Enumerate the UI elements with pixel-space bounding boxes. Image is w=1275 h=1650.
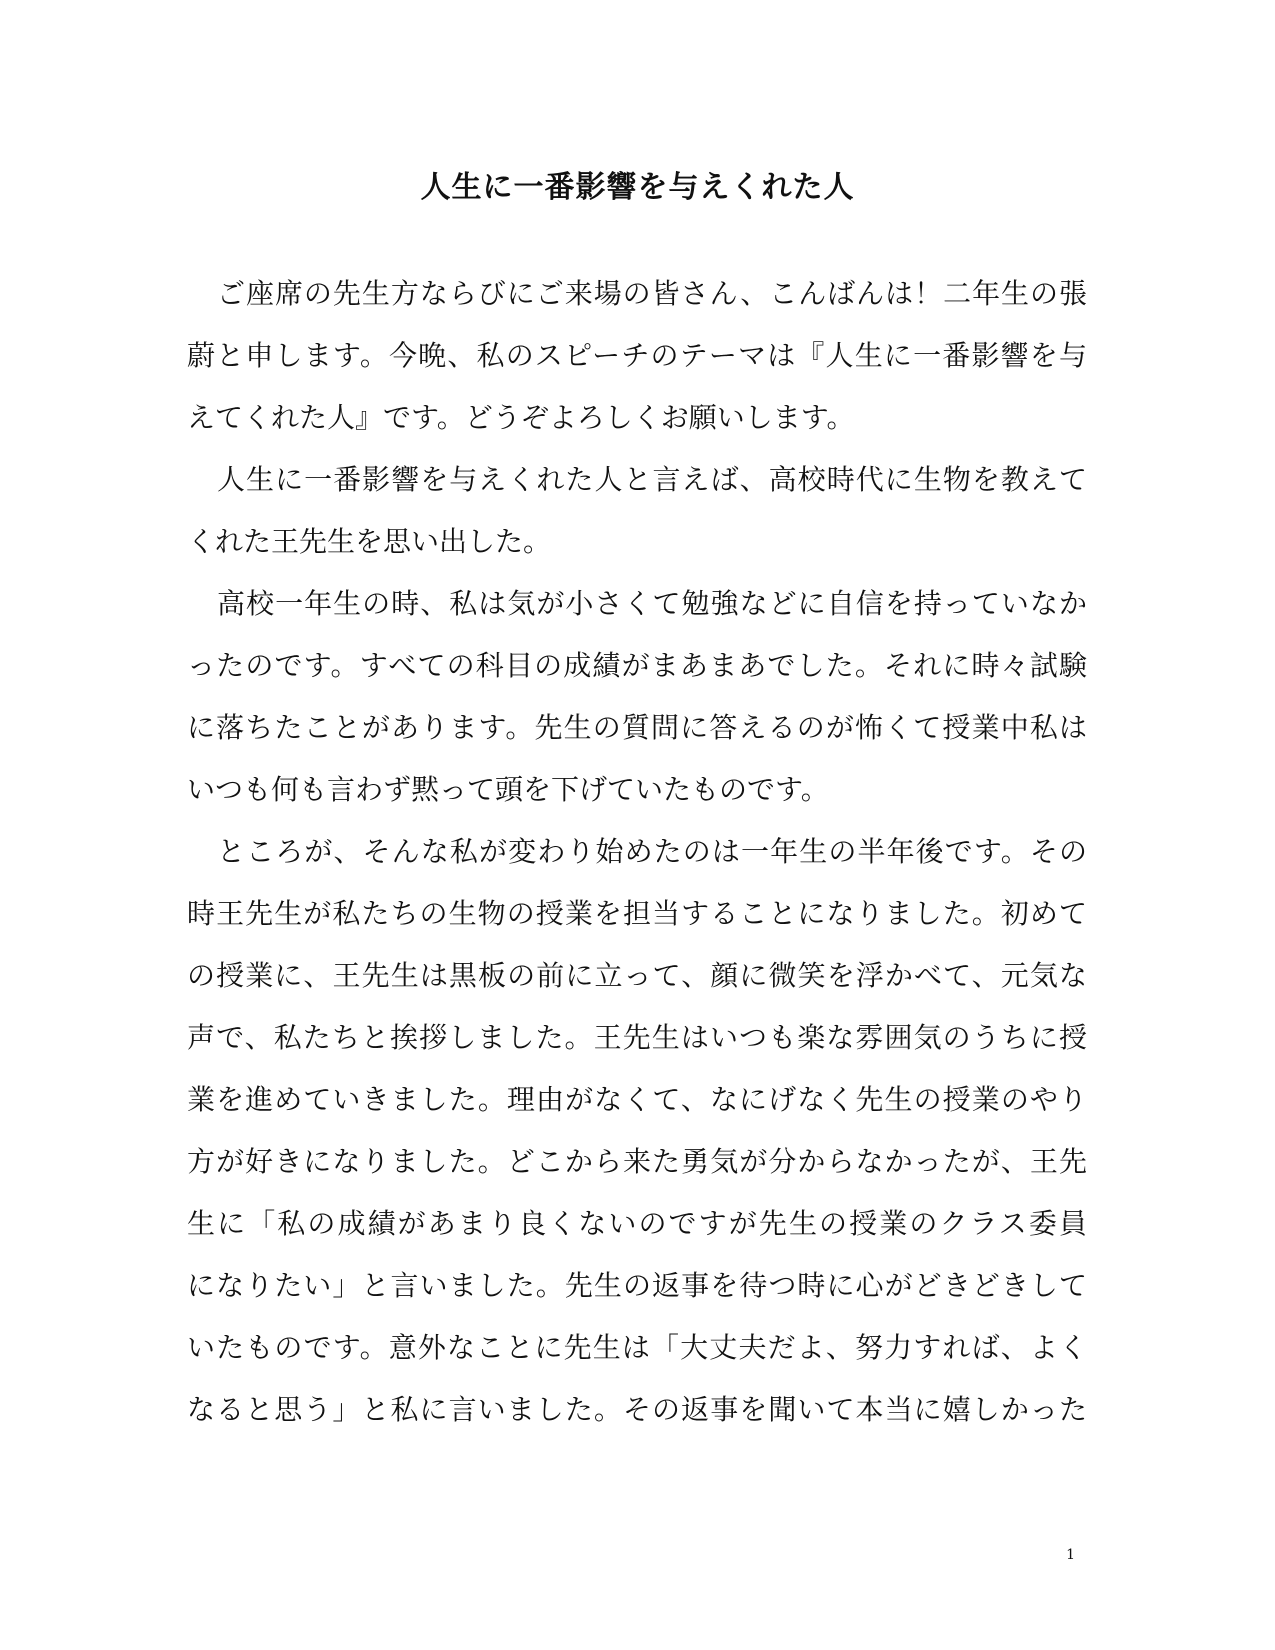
paragraph-line: になりたい」と言いました。先生の返事を待つ時に心がどきどきして	[187, 1269, 1087, 1302]
paragraph-line: 方が好きになりました。どこから来た勇気が分からなかったが、王先	[187, 1145, 1087, 1178]
document-body	[187, 263, 1087, 1441]
paragraph-line: に落ちたことがあります。先生の質問に答えるのが怖くて授業中私は	[187, 711, 1087, 744]
paragraph-line: いつも何も言わず黙って頭を下げていたものです。	[187, 773, 829, 806]
paragraph-line: ご座席の先生方ならびにご来場の皆さん、こんばんは！二年生の張	[217, 277, 1087, 310]
paragraph-line: なると思う」と私に言いました。その返事を聞いて本当に嬉しかった	[187, 1393, 1087, 1426]
paragraph-line: くれた王先生を思い出した。	[187, 525, 552, 558]
paragraph-line: えてくれた人』です。どうぞよろしくお願いします。	[187, 401, 855, 434]
paragraph-line: いたものです。意外なことに先生は「大丈夫だよ、努力すれば、よく	[187, 1331, 1087, 1364]
paragraph-line: 時王先生が私たちの生物の授業を担当することになりました。初めて	[187, 897, 1087, 930]
document-title: 人生に一番影響を与えくれた人	[420, 170, 855, 205]
paragraph-line: ところが、そんな私が変わり始めたのは一年生の半年後です。その	[217, 835, 1087, 868]
page-number: 1	[1066, 1547, 1075, 1563]
paragraph-line: 生に「私の成績があまり良くないのですが先生の授業のクラス委員	[187, 1207, 1087, 1240]
paragraph-line: 蔚と申します。今晩、私のスピーチのテーマは『人生に一番影響を与	[187, 339, 1087, 372]
paragraph-line: 業を進めていきました。理由がなくて、なにげなく先生の授業のやり	[187, 1083, 1087, 1116]
paragraph-line: 高校一年生の時、私は気が小さくて勉強などに自信を持っていなか	[217, 587, 1087, 620]
paragraph-line: 声で、私たちと挨拶しました。王先生はいつも楽な雰囲気のうちに授	[187, 1021, 1087, 1054]
paragraph-line: 人生に一番影響を与えくれた人と言えば、高校時代に生物を教えて	[217, 463, 1087, 496]
paragraph-line: の授業に、王先生は黒板の前に立って、顔に微笑を浮かべて、元気な	[187, 959, 1087, 992]
paragraph-line: ったのです。すべての科目の成績がまあまあでした。それに時々試験	[187, 649, 1087, 682]
